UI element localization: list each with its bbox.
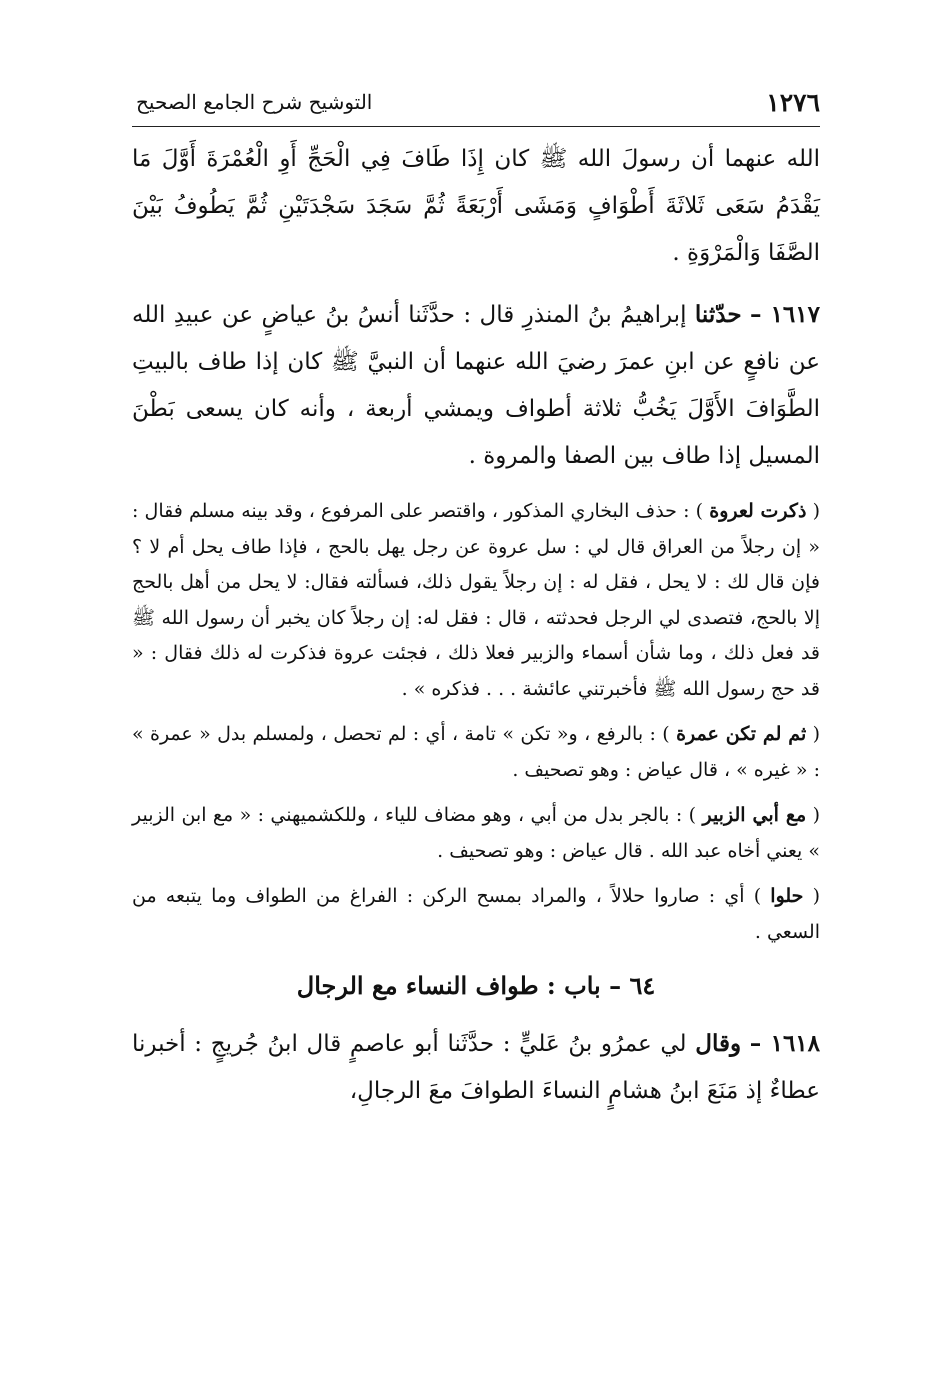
hadith-text: إبراهيمُ بنُ المنذرِ قال : حدَّثَنا أنسُ بنُ عياضٍ عن عبيدِ الله عن نافعٍ عن ابنِ عمرَ رضيَ الله عنهما أن النبيَّ ﷺ كان إذا طاف بالبيتِ الطَّوَافَ الأَوَّلَ يَخُبُّ ثلاثة أطواف ويمشي أربعة ، وأنه كان يسعى بَطْنَ المسيل إذا طاف بين الصفا والمروة . bbox=[132, 302, 820, 469]
commentary-term: حلوا bbox=[770, 885, 804, 907]
chapter-heading: ٦٤ – باب : طواف النساء مع الرجال bbox=[296, 971, 656, 1000]
term-close-paren: ) bbox=[688, 804, 697, 826]
page-header bbox=[132, 86, 820, 126]
hadith-1618 bbox=[132, 1020, 820, 1115]
commentary-text: : بالرفع ، و« تكن » تامة ، أي : لم تحصل ، ولمسلم بدل « عمرة » : « غيره » ، قال عياض : وهو تصحيف . bbox=[132, 723, 820, 781]
hadith-lead: وقال bbox=[695, 1030, 742, 1057]
commentary-text: أي : صاروا حلالاً ، والمراد بمسح الركن : الفراغ من الطواف وما يتبعه من السعي . bbox=[132, 885, 820, 943]
hadith-text: الله عنهما أن رسولَ الله ﷺ كان إِذَا طَافَ فِي الْحَجِّ أَوِ الْعُمْرَةَ أَوَّلَ مَا يَقْدَمُ سَعَى ثَلاثَةَ أَطْوَافٍ وَمَشَى أَرْبَعَةً ثُمَّ سَجَدَ سَجْدَتَيْنِ ثُمَّ يَطُوفُ بَيْنَ الصَّفَا وَالْمَرْوَةِ . bbox=[132, 146, 820, 266]
commentary-term: ثم لم تكن عمرة bbox=[676, 723, 807, 745]
hadith-lead: حدّثنا bbox=[694, 301, 742, 328]
commentary-term: ذكرت لعروة bbox=[709, 500, 807, 522]
commentary-4 bbox=[132, 879, 820, 950]
term-close-paren: ) bbox=[662, 723, 670, 745]
term-close-paren: ) bbox=[695, 500, 704, 522]
commentary-text: : بالجر بدل من أبي ، وهو مضاف للياء ، وللكشميهني : « مع ابن الزبير » يعني أخاه عبد الله . قال عياض : وهو تصحيف . bbox=[132, 804, 820, 862]
hadith-number: ١٦١٧ – bbox=[749, 301, 820, 328]
page-number: ١٢٧٦ bbox=[766, 88, 820, 117]
commentary-text: : حذف البخاري المذكور ، واقتصر على المرفوع ، وقد بينه مسلم فقال : « إن رجلاً من العراق قال لي : سل عروة عن رجل يهل بالحج ، فإذا طاف يحل أم لا ؟ فإن قال لك : لا يحل ، فقل له : إن رجلاً يقول ذلك، فسألته فقال: لا يحل من أهل بالحج إلا بالحج، فتصدى لي الرجل فحدثته ، قال : فقل له: إن رجلاً كان يخبر أن رسول الله ﷺ قد فعل ذلك ، وما شأن أسماء والزبير فعلا ذلك ، فجئت عروة فذكرت له ذلك فقال : « قد حج رسول الله ﷺ فأخبرتني عائشة . . . فذكره » . bbox=[132, 500, 820, 700]
commentary-3 bbox=[132, 798, 820, 869]
term-open-paren: ( bbox=[812, 500, 821, 522]
term-open-paren: ( bbox=[812, 885, 821, 907]
term-open-paren: ( bbox=[812, 804, 820, 826]
commentary-2 bbox=[132, 717, 820, 788]
hadith-number: ١٦١٨ – bbox=[749, 1030, 821, 1057]
term-close-paren: ) bbox=[753, 885, 762, 907]
hadith-text: لي عمرُو بنُ عَليٍّ : حدَّثَنا أبو عاصمٍ قال ابنُ جُريجٍ : أخبرنا عطاءٌ إذ مَنَعَ ابنُ هشامٍ النساءَ الطوافَ معَ الرجالِ، bbox=[132, 1031, 820, 1104]
term-open-paren: ( bbox=[812, 723, 821, 745]
hadith-1617 bbox=[132, 291, 820, 480]
hadith-continuation bbox=[132, 136, 820, 277]
page-body bbox=[132, 136, 820, 1115]
header-rule bbox=[132, 126, 820, 127]
running-title: التوشيح شرح الجامع الصحيح bbox=[136, 90, 373, 114]
commentary-term: مع أبي الزبير bbox=[702, 804, 807, 826]
commentary-1 bbox=[132, 494, 820, 707]
